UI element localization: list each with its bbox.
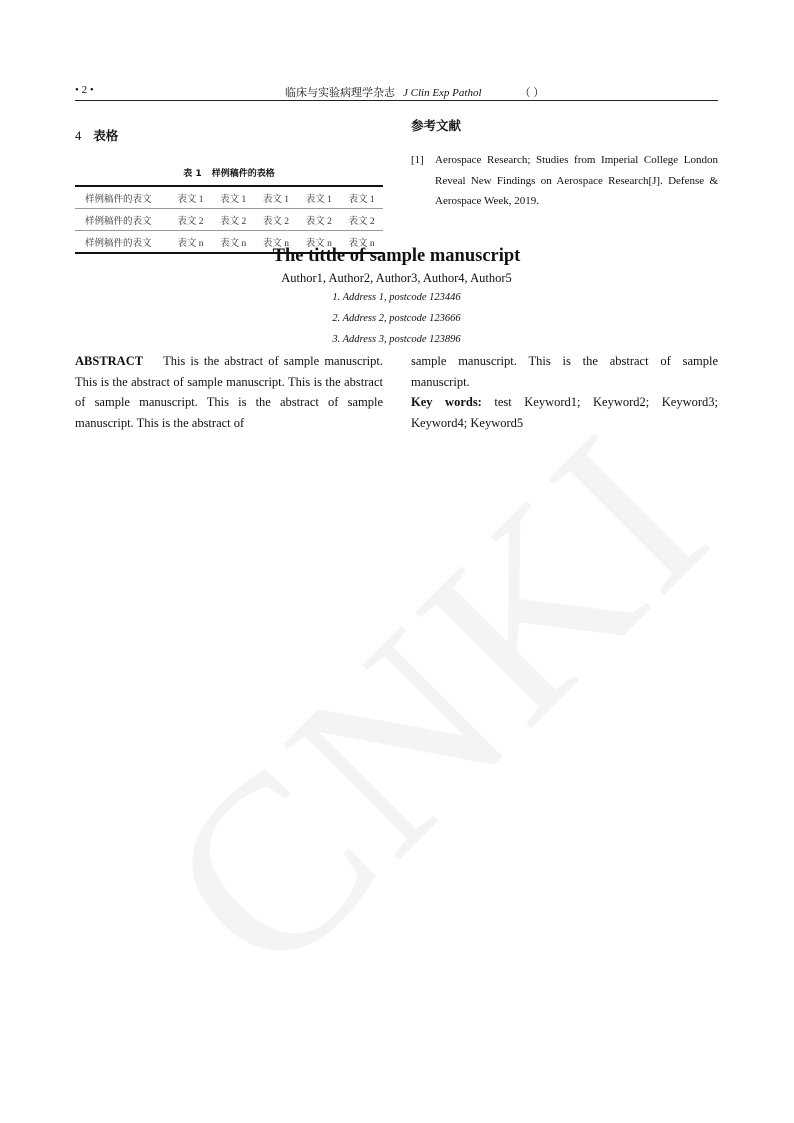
keywords-label: Key words: bbox=[411, 395, 482, 410]
table-cell: 样例稿件的表文 bbox=[85, 238, 152, 249]
table-caption bbox=[75, 166, 383, 179]
address-line: 1. Address 1, postcode 123446 bbox=[332, 292, 461, 303]
table-cell: 表文 n bbox=[348, 238, 375, 249]
article-title-block bbox=[75, 244, 718, 350]
keywords-text: test Keyword1; Keyword2; Keyword3; Keyword4; Keyword5 bbox=[411, 395, 719, 431]
table-cell: 表文 2 bbox=[169, 209, 212, 231]
table-cell: 表文 2 bbox=[340, 209, 383, 231]
table-cell: 表文 n bbox=[220, 238, 247, 249]
page-header bbox=[75, 84, 718, 101]
table-cell: 表文 2 bbox=[212, 209, 255, 231]
abstract-text-right: sample manuscript. This is the abstract of sample manuscript. bbox=[411, 354, 718, 389]
table-cell: 表文 n bbox=[305, 238, 332, 249]
table-row bbox=[75, 186, 383, 209]
abstract-text-left: This is the abstract of sample manuscript. This is the abstract of sample manuscript. This is the abstract of sample manuscript. This is the abstract of sample manuscript. This is the abstract of bbox=[75, 354, 383, 431]
journal-name-cn: 临床与实验病理学杂志 bbox=[285, 87, 395, 99]
abstract-left bbox=[75, 351, 383, 434]
table-cell: 表文 1 bbox=[297, 186, 340, 209]
journal-name-en: J Clin Exp Pathol bbox=[403, 87, 482, 99]
address-line: 3. Address 3, postcode 123896 bbox=[332, 334, 461, 345]
reference-item bbox=[411, 150, 718, 212]
references-heading: 参考文献 bbox=[411, 118, 462, 133]
abstract-label: ABSTRACT bbox=[75, 354, 144, 368]
table-cell: 表文 2 bbox=[297, 209, 340, 231]
table-cell: 表文 1 bbox=[340, 186, 383, 209]
section-number: 4 bbox=[75, 129, 82, 143]
page-number: • 2 • bbox=[75, 84, 94, 96]
table-cell: 表文 2 bbox=[255, 209, 298, 231]
author-list: Author1, Author2, Author3, Author4, Author5 bbox=[281, 271, 512, 285]
journal-name bbox=[285, 84, 544, 100]
table-row bbox=[75, 209, 383, 231]
keywords-line bbox=[411, 392, 718, 433]
table-cell: 表文 n bbox=[262, 238, 290, 249]
cnki-watermark bbox=[111, 378, 764, 1031]
table-cell: 样例稿件的表文 bbox=[75, 209, 169, 231]
table-cell: 样例稿件的表文 bbox=[75, 186, 169, 209]
table-cell: 表文 n bbox=[177, 238, 204, 249]
table-cell: 表文 1 bbox=[255, 186, 298, 209]
section-title: 表格 bbox=[93, 128, 119, 143]
left-column bbox=[75, 126, 383, 254]
article-title: The tittle of sample manuscript bbox=[272, 246, 521, 266]
reference-tag: [1] bbox=[411, 154, 424, 166]
section-heading bbox=[75, 126, 383, 144]
table-cell: 表文 1 bbox=[212, 186, 255, 209]
issue-info: （ ） bbox=[519, 87, 545, 99]
right-column bbox=[411, 116, 718, 212]
address-line: 2. Address 2, postcode 123666 bbox=[332, 313, 461, 324]
table-caption-text: 样例稿件的表格 bbox=[211, 169, 275, 179]
table-cell: 表文 1 bbox=[169, 186, 212, 209]
reference-text: Aerospace Research; Studies from Imperial College London Reveal New Findings on Aerospace Research[J]. Defense & Aerospace Week, 2019. bbox=[435, 154, 718, 207]
table-caption-label: 表 1 bbox=[183, 169, 202, 179]
abstract-right bbox=[411, 351, 718, 434]
